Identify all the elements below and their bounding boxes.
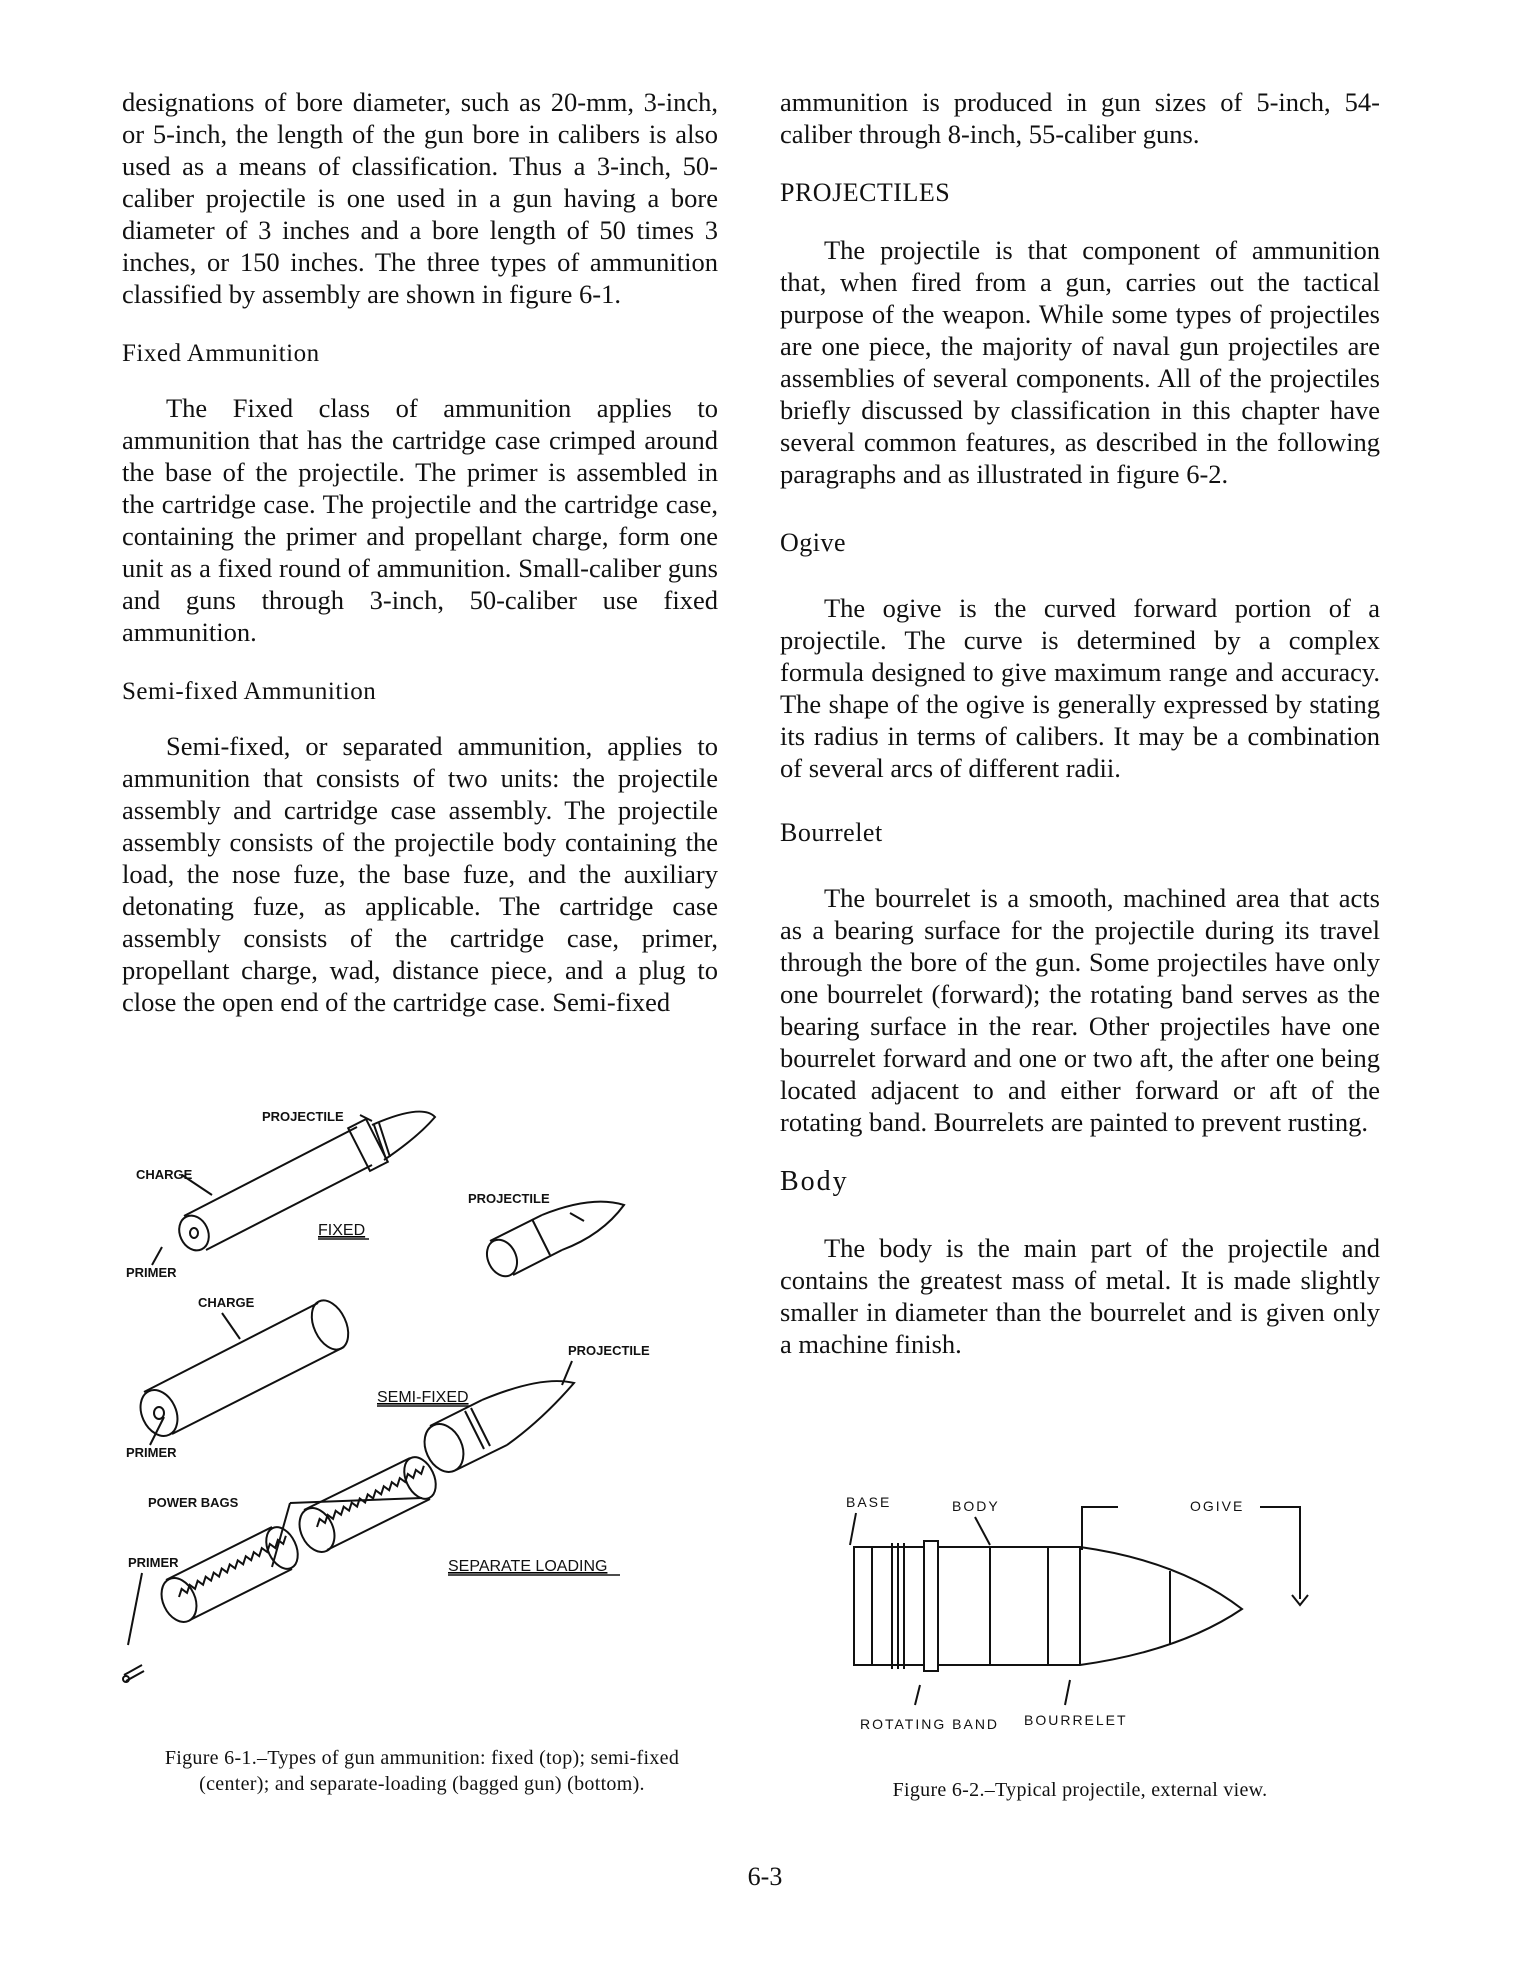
ogive-paragraph: The ogive is the curved forward portion of a projectile. The curve is determined by a complex formula designed to give maximum range and accuracy. The shape of the ogive is generally expressed by stating its radius in terms of calibers. It may be a combination of several arcs of different radii.: [780, 593, 1380, 783]
fig1-label-semi-fixed: SEMI-FIXED: [377, 1389, 469, 1406]
fig2-label-rotating-band: ROTATING BAND: [860, 1716, 1000, 1732]
page-number: 6-3: [747, 1862, 783, 1891]
figure-6-1-caption-line-2: (center); and separate-loading (bagged gun) (bottom).: [199, 1773, 645, 1795]
bourrelet-paragraph: The bourrelet is a smooth, machined area that acts as a bearing surface for the projectile during its travel through the bore of the gun. Some projectiles have only one bourrelet (forward); the rotating band serves as the bearing surface in the rear. Other projectiles have one bourrelet forward and one or two aft, the after one being located adjacent to and either forward or aft of the rotating band. Bourrelets are painted to prevent rusting.: [780, 883, 1380, 1137]
figure-6-2: [840, 1475, 1340, 1735]
bourrelet-heading: Bourrelet: [780, 818, 883, 847]
body-paragraph: The body is the main part of the projectile and contains the greatest mass of metal. It is made slightly smaller in diameter than the bourrelet and is given only a machine finish.: [780, 1233, 1380, 1359]
fig2-label-ogive: OGIVE: [1190, 1498, 1245, 1514]
semi-fixed-ammunition-paragraph: Semi-fixed, or separated ammunition, applies to ammunition that consists of two units: the projectile assembly and cartridge case assembly. The projectile assembly consists of the projectile body containing the load, the nose fuze, the base fuze, and the auxiliary detonating fuze, as applicable. The cartridge case assembly consists of the cartridge case, primer, propellant charge, wad, distance piece, and a plug to close the open end of the cartridge case. Semi-fixed: [122, 731, 718, 1017]
fig2-label-bourrelet: BOURRELET: [1024, 1712, 1128, 1728]
fig1-label-projectile-semi: PROJECTILE: [568, 1343, 650, 1358]
fig1-label-separate-loading: SEPARATE LOADING: [448, 1558, 608, 1575]
fig1-label-primer-separate: PRIMER: [128, 1555, 179, 1570]
intro-paragraph: designations of bore diameter, such as 20-mm, 3-inch, or 5-inch, the length of the gun bore in calibers is also used as a means of classification. Thus a 3-inch, 50-caliber projectile is one used in a gun having a bore diameter of 3 inches and a bore length of 50 times 3 inches, or 150 inches. The three types of ammunition classified by assembly are shown in figure 6-1.: [122, 87, 718, 309]
power-bag-1-drawing: [293, 1452, 442, 1557]
body-heading: Body: [780, 1166, 849, 1197]
power-bag-2-drawing: [155, 1522, 304, 1627]
fig1-label-fixed: FIXED: [318, 1222, 366, 1239]
continued-paragraph: ammunition is produced in gun sizes of 5-inch, 54-caliber through 8-inch, 55-caliber guns.: [780, 87, 1380, 149]
projectiles-heading: PROJECTILES: [780, 178, 951, 207]
figure-6-1: [122, 1095, 722, 1695]
fig1-label-power-bags: POWER BAGS: [148, 1495, 239, 1510]
fig2-label-base: BASE: [846, 1494, 892, 1510]
fig1-label-primer-semi: PRIMER: [126, 1445, 177, 1460]
semi-fixed-case-drawing: [133, 1295, 355, 1442]
figure-6-1-caption: [122, 1745, 722, 1797]
fig1-label-projectile-fixed: PROJECTILE: [262, 1109, 344, 1124]
fig2-label-body: BODY: [952, 1498, 1000, 1514]
semi-fixed-ammunition-heading: Semi-fixed Ammunition: [122, 678, 377, 705]
fig1-label-charge-semi: CHARGE: [198, 1295, 255, 1310]
fig1-label-projectile-semi-top: PROJECTILE: [468, 1191, 550, 1206]
left-column: [122, 86, 718, 1018]
figure-6-2-caption: Figure 6-2.–Typical projectile, external view.: [892, 1779, 1268, 1801]
projectiles-paragraph: The projectile is that component of ammunition that, when fired from a gun, carries out the tactical purpose of the weapon. While some types of projectiles are one piece, the majority of naval gun projectiles are assemblies of several components. All of the projectiles briefly discussed by classification in this chapter have several common features, as described in the following paragraphs and as illustrated in figure 6-2.: [780, 235, 1380, 489]
semi-fixed-projectile-top-drawing: [481, 1202, 624, 1281]
fig1-label-primer-fixed: PRIMER: [126, 1265, 177, 1280]
fixed-ammunition-paragraph: The Fixed class of ammunition applies to ammunition that has the cartridge case crimped around the base of the projectile. The primer is assembled in the cartridge case. The projectile and the cartridge case, containing the primer and propellant charge, form one unit as a fixed round of ammunition. Small-caliber guns and guns through 3-inch, 50-caliber use fixed ammunition.: [122, 393, 718, 647]
fig1-label-charge-fixed: CHARGE: [136, 1167, 193, 1182]
fixed-ammunition-heading: Fixed Ammunition: [122, 340, 320, 367]
ogive-heading: Ogive: [780, 528, 847, 557]
fixed-round-drawing: [174, 1112, 435, 1256]
right-column: [780, 86, 1380, 1360]
separate-primer-drawing: [123, 1665, 144, 1682]
figure-6-1-caption-line-1: Figure 6-1.–Types of gun ammunition: fixed (top); semi-fixed: [164, 1747, 680, 1769]
